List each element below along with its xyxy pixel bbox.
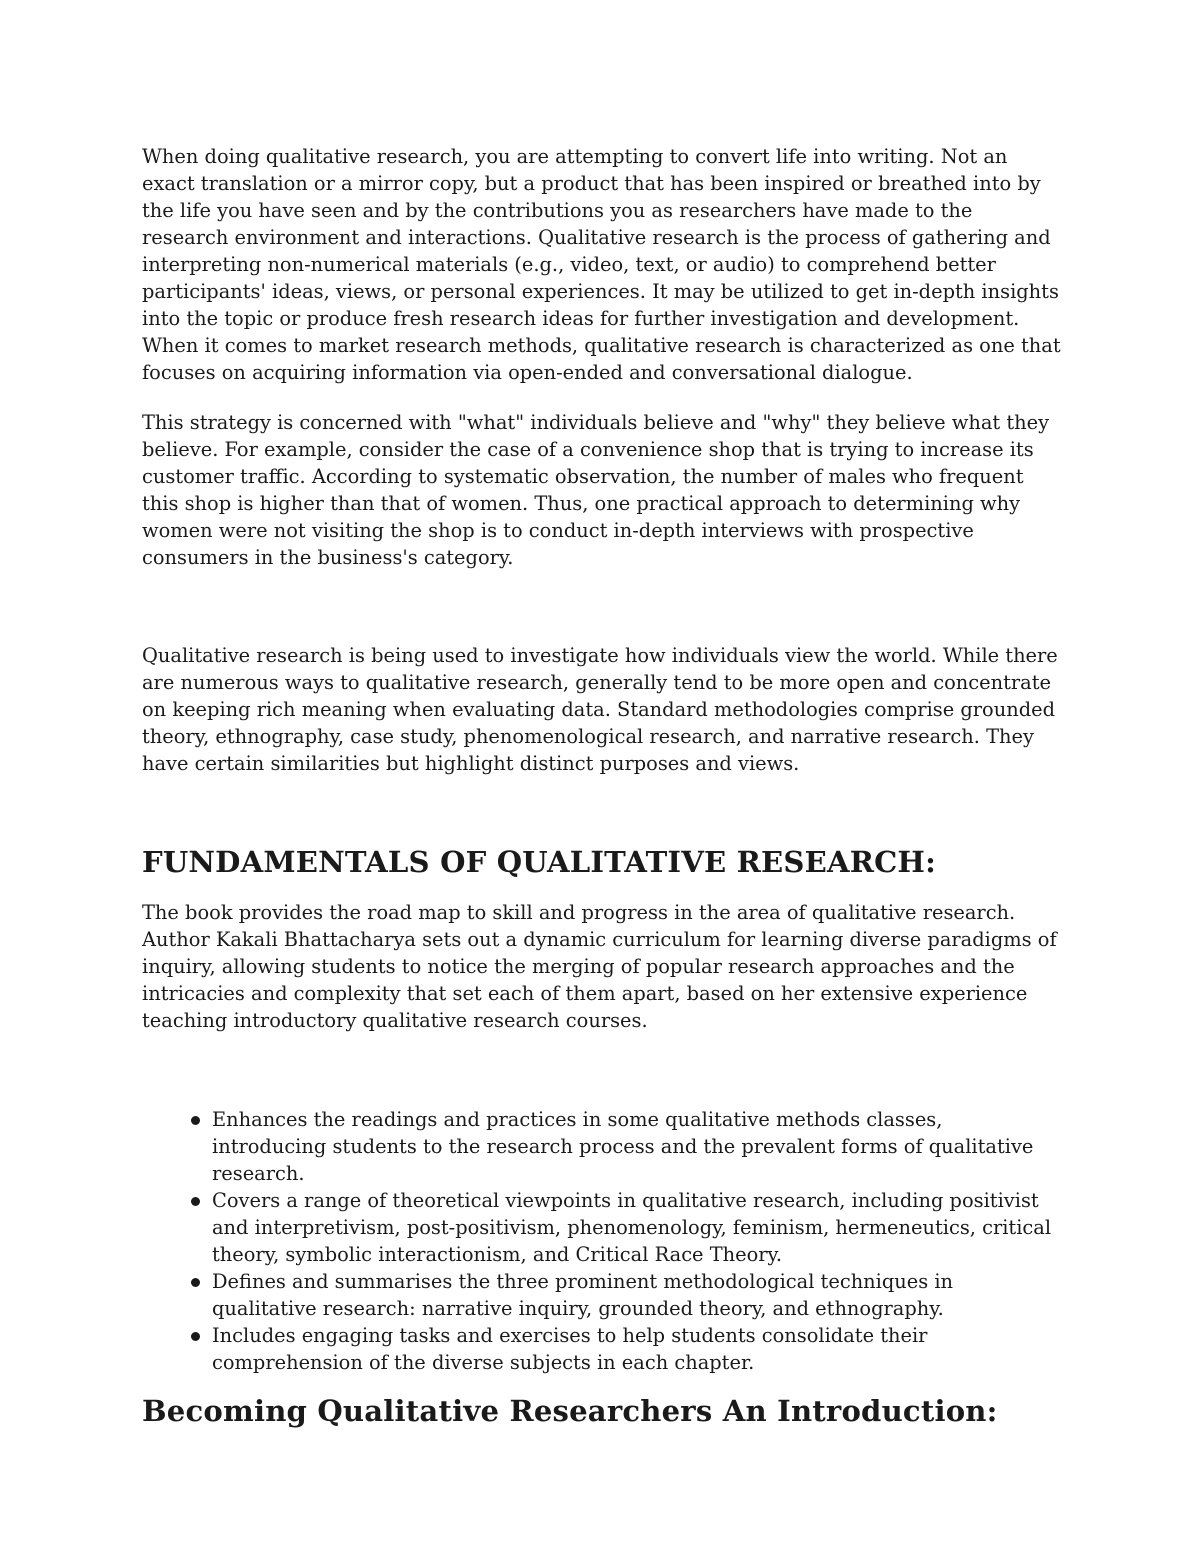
section-heading-becoming-researchers: Becoming Qualitative Researchers An Introduction: — [142, 1394, 998, 1428]
document-page — [142, 143, 1062, 1428]
list-item-text: Enhances the readings and practices in some qualitative methods classes, introducing students to the research process and the prevalent forms of qualitative research. — [212, 1108, 1034, 1185]
paragraph-intro: When doing qualitative research, you are attempting to convert life into writing. Not an exact translation or a mirror copy, but a product that has been inspired or breathed into by the life you have seen and by the contributions you as researchers have made to the research environment and interactions. Qualitative research is the process of gathering and interpreting non-numerical materials (e.g., video, text, or audio) to comprehend better participants' ideas, views, or personal experiences. It may be utilized to get in-depth insights into the topic or produce fresh research ideas for further investigation and development. When it comes to market research methods, qualitative research is characterized as one that focuses on acquiring information via open-ended and conversational dialogue. — [142, 145, 1061, 384]
list-item — [212, 1187, 1062, 1268]
section-heading-fundamentals: FUNDAMENTALS OF QUALITATIVE RESEARCH: — [142, 845, 937, 879]
paragraph-strategy: This strategy is concerned with "what" individuals believe and "why" they believe what they believe. For example, consider the case of a convenience shop that is trying to increase its customer traffic. According to systematic observation, the number of males who frequent this shop is higher than that of women. Thus, one practical approach to determining why women were not visiting the shop is to conduct in-depth interviews with prospective consumers in the business's category. — [142, 411, 1050, 569]
bullet-icon — [191, 1116, 200, 1125]
list-item — [212, 1322, 1062, 1376]
bullet-list — [142, 1106, 1062, 1376]
bullet-icon — [191, 1197, 200, 1206]
list-item-text: Defines and summarises the three prominent methodological techniques in qualitative research: narrative inquiry, grounded theory, and ethnography. — [212, 1270, 954, 1320]
list-item-text: Includes engaging tasks and exercises to help students consolidate their comprehension of the diverse subjects in each chapter. — [212, 1324, 928, 1374]
list-item — [212, 1106, 1062, 1187]
paragraph-book-description: The book provides the road map to skill and progress in the area of qualitative research. Author Kakali Bhattacharya sets out a dynamic curriculum for learning diverse paradigms of inquiry, allowing students to notice the merging of popular research approaches and the intricacies and complexity that set each of them apart, based on her extensive experience teaching introductory qualitative research courses. — [142, 901, 1057, 1032]
list-item-text: Covers a range of theoretical viewpoints in qualitative research, including positivist and interpretivism, post-positivism, phenomenology, feminism, hermeneutics, critical theory, symbolic interactionism, and Critical Race Theory. — [212, 1189, 1052, 1266]
bullet-icon — [191, 1278, 200, 1287]
list-item — [212, 1268, 1062, 1322]
paragraph-worldview: Qualitative research is being used to investigate how individuals view the world. While there are numerous ways to qualitative research, generally tend to be more open and concentrate on keeping rich meaning when evaluating data. Standard methodologies comprise grounded theory, ethnography, case study, phenomenological research, and narrative research. They have certain similarities but highlight distinct purposes and views. — [142, 644, 1058, 775]
bullet-icon — [191, 1332, 200, 1341]
